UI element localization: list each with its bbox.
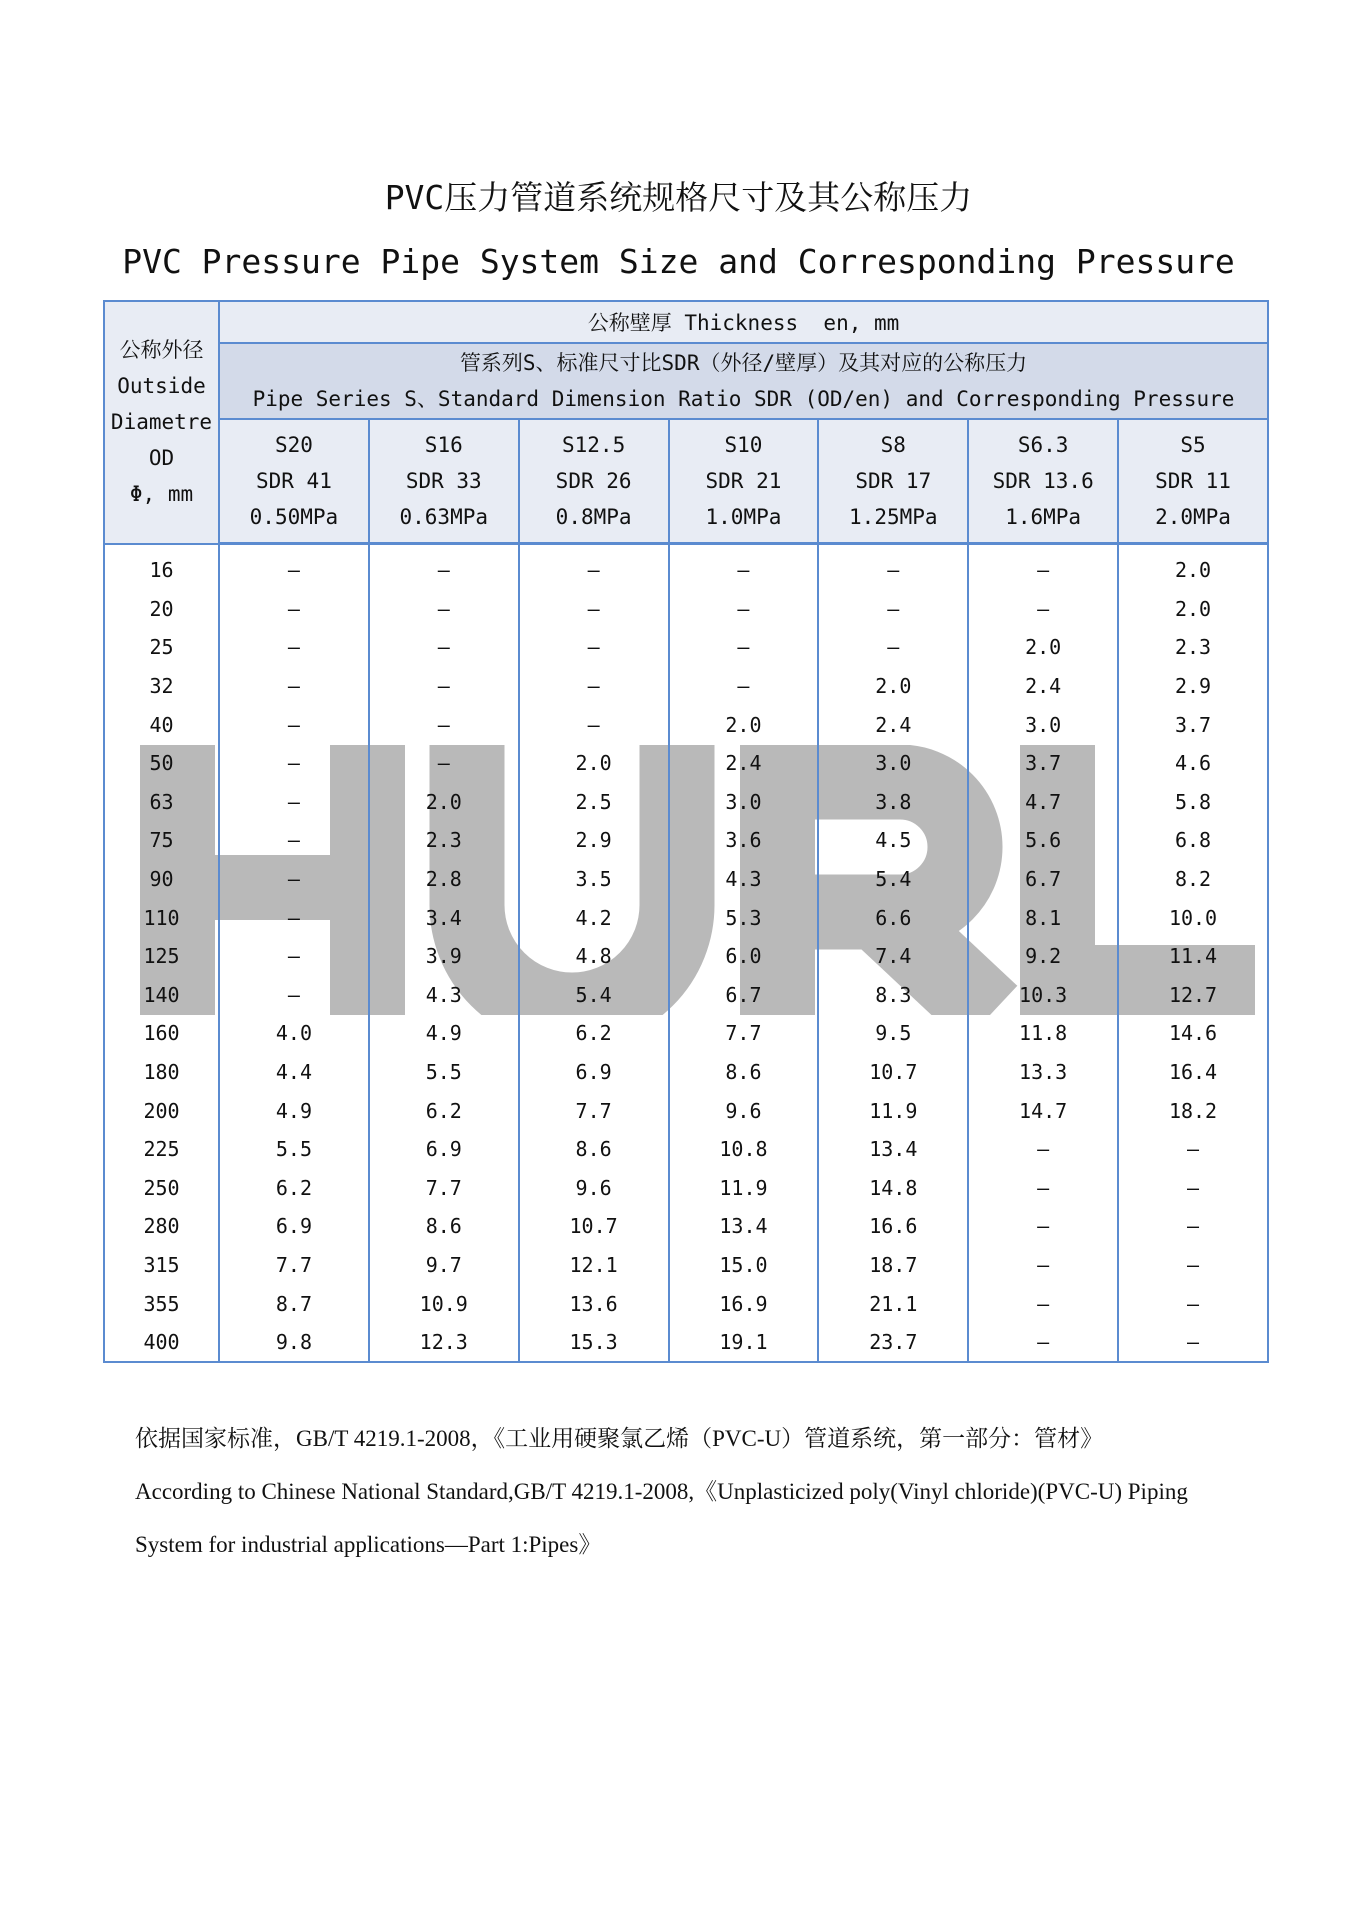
table-row	[104, 898, 1268, 937]
od-cell: 20	[104, 590, 219, 629]
series-p: 0.8MPa	[555, 505, 632, 529]
thickness-cell: —	[219, 937, 369, 976]
series-column-header	[818, 419, 968, 544]
table-row	[104, 1323, 1268, 1363]
thickness-cell: 8.6	[669, 1053, 819, 1092]
thickness-cell: —	[968, 1169, 1118, 1208]
thickness-cell: 3.0	[669, 783, 819, 822]
thickness-cell: —	[369, 590, 519, 629]
thickness-header: 公称壁厚 Thickness en, mm	[219, 301, 1268, 343]
thickness-cell: 21.1	[818, 1284, 968, 1323]
series-header-cn: 管系列S、标准尺寸比SDR（外径/壁厚）及其对应的公称压力	[459, 351, 1028, 375]
thickness-cell: 3.5	[519, 860, 669, 899]
thickness-cell: —	[968, 1284, 1118, 1323]
thickness-cell: —	[369, 544, 519, 590]
thickness-cell: —	[968, 1130, 1118, 1169]
thickness-cell: 8.6	[369, 1207, 519, 1246]
series-column-header	[519, 419, 669, 544]
thickness-cell: 5.6	[968, 821, 1118, 860]
thickness-cell: 11.8	[968, 1014, 1118, 1053]
thickness-cell: —	[968, 544, 1118, 590]
series-column-header	[1118, 419, 1268, 544]
thickness-cell: 6.2	[369, 1091, 519, 1130]
thickness-cell: 5.5	[369, 1053, 519, 1092]
od-header-line: OD	[148, 446, 175, 471]
thickness-cell: —	[519, 667, 669, 706]
thickness-cell: 9.6	[669, 1091, 819, 1130]
thickness-cell: —	[818, 544, 968, 590]
table-row	[104, 860, 1268, 899]
od-cell: 50	[104, 744, 219, 783]
thickness-cell: 7.7	[669, 1014, 819, 1053]
thickness-cell: 2.0	[1118, 590, 1268, 629]
table-row	[104, 821, 1268, 860]
thickness-cell: 3.6	[669, 821, 819, 860]
thickness-cell: —	[219, 744, 369, 783]
table-row	[104, 544, 1268, 590]
thickness-cell: —	[669, 667, 819, 706]
series-header-en: Pipe Series S、Standard Dimension Ratio SDR (OD/en) and Corresponding Pressure	[252, 387, 1235, 411]
thickness-cell: —	[219, 783, 369, 822]
thickness-cell: 4.9	[219, 1091, 369, 1130]
od-cell: 355	[104, 1284, 219, 1323]
thickness-cell: —	[519, 705, 669, 744]
thickness-cell: 4.3	[369, 976, 519, 1015]
od-cell: 200	[104, 1091, 219, 1130]
thickness-cell: 9.2	[968, 937, 1118, 976]
thickness-cell: 14.7	[968, 1091, 1118, 1130]
thickness-cell: 10.3	[968, 976, 1118, 1015]
thickness-cell: 7.4	[818, 937, 968, 976]
thickness-cell: 3.7	[968, 744, 1118, 783]
thickness-cell: 4.8	[519, 937, 669, 976]
od-cell: 125	[104, 937, 219, 976]
od-cell: 180	[104, 1053, 219, 1092]
thickness-cell: —	[369, 705, 519, 744]
thickness-cell: —	[219, 628, 369, 667]
od-header-line: Φ, mm	[129, 482, 194, 507]
thickness-cell: —	[1118, 1323, 1268, 1363]
od-header-line: Diametre	[110, 410, 213, 435]
thickness-cell: 2.0	[669, 705, 819, 744]
thickness-cell: 8.1	[968, 898, 1118, 937]
thickness-cell: 10.8	[669, 1130, 819, 1169]
thickness-cell: 6.7	[669, 976, 819, 1015]
thickness-cell: 3.9	[369, 937, 519, 976]
thickness-cell: 8.2	[1118, 860, 1268, 899]
thickness-cell: 6.2	[219, 1169, 369, 1208]
thickness-cell: 10.7	[519, 1207, 669, 1246]
thickness-cell: 2.0	[1118, 544, 1268, 590]
thickness-cell: 5.4	[519, 976, 669, 1015]
thickness-cell: 11.9	[818, 1091, 968, 1130]
thickness-cell: 9.5	[818, 1014, 968, 1053]
series-p: 1.0MPa	[705, 505, 782, 529]
series-sdr: SDR 13.6	[992, 469, 1094, 493]
thickness-cell: 14.8	[818, 1169, 968, 1208]
thickness-cell: 6.9	[219, 1207, 369, 1246]
od-header-line: Outside	[117, 374, 206, 399]
thickness-cell: 2.0	[519, 744, 669, 783]
thickness-cell: —	[1118, 1246, 1268, 1285]
thickness-cell: 9.6	[519, 1169, 669, 1208]
thickness-cell: 3.4	[369, 898, 519, 937]
thickness-cell: 16.6	[818, 1207, 968, 1246]
thickness-cell: 3.8	[818, 783, 968, 822]
series-s: S5	[1180, 433, 1206, 457]
series-s: S8	[880, 433, 906, 457]
thickness-cell: 2.9	[519, 821, 669, 860]
thickness-cell: 6.9	[519, 1053, 669, 1092]
thickness-cell: 9.7	[369, 1246, 519, 1285]
thickness-cell: —	[968, 1246, 1118, 1285]
thickness-cell: 13.4	[818, 1130, 968, 1169]
thickness-cell: 7.7	[219, 1246, 369, 1285]
series-p: 1.25MPa	[849, 505, 938, 529]
thickness-cell: 2.0	[968, 628, 1118, 667]
thickness-cell: 4.4	[219, 1053, 369, 1092]
series-sdr: SDR 26	[555, 469, 632, 493]
table-row	[104, 1169, 1268, 1208]
od-cell: 140	[104, 976, 219, 1015]
thickness-cell: —	[818, 590, 968, 629]
title-cn: PVC压力管道系统规格尺寸及其公称压力	[384, 178, 973, 217]
thickness-cell: 2.5	[519, 783, 669, 822]
od-cell: 250	[104, 1169, 219, 1208]
thickness-cell: 4.5	[818, 821, 968, 860]
series-sdr: SDR 41	[255, 469, 332, 493]
thickness-cell: 18.7	[818, 1246, 968, 1285]
series-sdr: SDR 17	[855, 469, 932, 493]
thickness-cell: 3.7	[1118, 705, 1268, 744]
thickness-cell: 11.9	[669, 1169, 819, 1208]
note-cn: 依据国家标准，GB/T 4219.1-2008，《工业用硬聚氯乙烯（PVC-U）管道系统，第一部分：管材》	[135, 1426, 1104, 1451]
thickness-cell: 8.3	[818, 976, 968, 1015]
thickness-cell: —	[219, 898, 369, 937]
thickness-cell: 15.3	[519, 1323, 669, 1363]
thickness-cell: 3.0	[818, 744, 968, 783]
od-header-line: 公称外径	[119, 338, 204, 363]
series-p: 0.50MPa	[249, 505, 339, 529]
thickness-cell: 16.4	[1118, 1053, 1268, 1092]
thickness-cell: 11.4	[1118, 937, 1268, 976]
thickness-cell: 6.2	[519, 1014, 669, 1053]
od-cell: 40	[104, 705, 219, 744]
thickness-cell: 5.3	[669, 898, 819, 937]
series-s: S16	[424, 433, 463, 457]
series-sdr: SDR 33	[405, 469, 482, 493]
thickness-cell: 8.7	[219, 1284, 369, 1323]
series-s: S6.3	[1017, 433, 1069, 457]
od-cell: 315	[104, 1246, 219, 1285]
thickness-cell: —	[968, 590, 1118, 629]
thickness-cell: 13.3	[968, 1053, 1118, 1092]
pipe-size-table	[103, 300, 1269, 1363]
thickness-cell: 4.3	[669, 860, 819, 899]
od-cell: 280	[104, 1207, 219, 1246]
thickness-cell: 12.1	[519, 1246, 669, 1285]
od-cell: 25	[104, 628, 219, 667]
thickness-cell: 13.6	[519, 1284, 669, 1323]
thickness-cell: —	[369, 744, 519, 783]
thickness-cell: 12.3	[369, 1323, 519, 1363]
table-row	[104, 744, 1268, 783]
thickness-cell: 4.7	[968, 783, 1118, 822]
thickness-cell: 10.9	[369, 1284, 519, 1323]
od-cell: 16	[104, 544, 219, 590]
thickness-cell: 6.9	[369, 1130, 519, 1169]
title-en: PVC Pressure Pipe System Size and Corresponding Pressure	[122, 242, 1235, 281]
table-row	[104, 783, 1268, 822]
thickness-cell: 4.9	[369, 1014, 519, 1053]
thickness-cell: 6.6	[818, 898, 968, 937]
thickness-cell: 15.0	[669, 1246, 819, 1285]
thickness-cell: 4.2	[519, 898, 669, 937]
thickness-cell: —	[1118, 1207, 1268, 1246]
thickness-cell: 5.8	[1118, 783, 1268, 822]
series-p: 0.63MPa	[399, 505, 489, 529]
thickness-cell: —	[818, 628, 968, 667]
series-sdr: SDR 21	[705, 469, 782, 493]
thickness-cell: —	[669, 544, 819, 590]
series-column-header	[219, 419, 369, 544]
table-row	[104, 667, 1268, 706]
table-row	[104, 590, 1268, 629]
thickness-cell: —	[519, 544, 669, 590]
thickness-cell: 13.4	[669, 1207, 819, 1246]
thickness-cell: 6.7	[968, 860, 1118, 899]
thickness-cell: 18.2	[1118, 1091, 1268, 1130]
thickness-cell: —	[369, 667, 519, 706]
table-row	[104, 1091, 1268, 1130]
thickness-cell: 5.4	[818, 860, 968, 899]
table-row	[104, 705, 1268, 744]
thickness-cell: —	[519, 628, 669, 667]
thickness-cell: 2.4	[968, 667, 1118, 706]
thickness-cell: —	[219, 821, 369, 860]
table-row	[104, 976, 1268, 1015]
thickness-cell: 10.7	[818, 1053, 968, 1092]
thickness-cell: 6.0	[669, 937, 819, 976]
thickness-cell: 2.8	[369, 860, 519, 899]
thickness-cell: 2.3	[1118, 628, 1268, 667]
thickness-cell: 2.4	[818, 705, 968, 744]
note-en-line2: System for industrial applications—Part 1:Pipes》	[135, 1532, 602, 1557]
table-row	[104, 937, 1268, 976]
thickness-cell: 8.6	[519, 1130, 669, 1169]
thickness-cell: 19.1	[669, 1323, 819, 1363]
series-header	[219, 343, 1268, 419]
table-row	[104, 628, 1268, 667]
thickness-cell: —	[968, 1323, 1118, 1363]
thickness-cell: —	[669, 590, 819, 629]
thickness-cell: 9.8	[219, 1323, 369, 1363]
od-cell: 110	[104, 898, 219, 937]
thickness-cell: 2.0	[818, 667, 968, 706]
thickness-cell: —	[219, 705, 369, 744]
series-s: S12.5	[562, 433, 626, 457]
table-row	[104, 1053, 1268, 1092]
od-cell: 32	[104, 667, 219, 706]
thickness-cell: 5.5	[219, 1130, 369, 1169]
thickness-cell: —	[1118, 1284, 1268, 1323]
series-s: S10	[724, 433, 763, 457]
od-cell: 400	[104, 1323, 219, 1363]
thickness-cell: —	[1118, 1169, 1268, 1208]
thickness-cell: —	[219, 544, 369, 590]
thickness-cell: 2.0	[369, 783, 519, 822]
od-cell: 160	[104, 1014, 219, 1053]
thickness-cell: 23.7	[818, 1323, 968, 1363]
od-cell: 225	[104, 1130, 219, 1169]
thickness-cell: 4.6	[1118, 744, 1268, 783]
thickness-cell: —	[968, 1207, 1118, 1246]
thickness-cell: 7.7	[519, 1091, 669, 1130]
thickness-cell: 2.3	[369, 821, 519, 860]
thickness-cell: 2.4	[669, 744, 819, 783]
thickness-cell: —	[219, 590, 369, 629]
series-s: S20	[274, 433, 313, 457]
note-en-line1: According to Chinese National Standard,GB/T 4219.1-2008,《Unplasticized poly(Vinyl chloride)(PVC-U) Piping	[135, 1479, 1188, 1504]
thickness-cell: —	[369, 628, 519, 667]
thickness-cell: 3.0	[968, 705, 1118, 744]
thickness-cell: 10.0	[1118, 898, 1268, 937]
table-row	[104, 1130, 1268, 1169]
series-column-header	[968, 419, 1118, 544]
thickness-cell: 16.9	[669, 1284, 819, 1323]
od-cell: 90	[104, 860, 219, 899]
thickness-cell: 4.0	[219, 1014, 369, 1053]
table-row	[104, 1284, 1268, 1323]
series-p: 1.6MPa	[1005, 505, 1082, 529]
thickness-cell: 2.9	[1118, 667, 1268, 706]
series-column-header	[669, 419, 819, 544]
thickness-cell: 12.7	[1118, 976, 1268, 1015]
series-p: 2.0MPa	[1155, 505, 1231, 529]
thickness-cell: —	[219, 860, 369, 899]
table-row	[104, 1014, 1268, 1053]
od-cell: 63	[104, 783, 219, 822]
thickness-cell: —	[669, 628, 819, 667]
thickness-cell: 14.6	[1118, 1014, 1268, 1053]
thickness-cell: —	[1118, 1130, 1268, 1169]
table-row	[104, 1246, 1268, 1285]
thickness-cell: —	[219, 667, 369, 706]
table-row	[104, 1207, 1268, 1246]
od-header	[104, 301, 219, 544]
series-column-header	[369, 419, 519, 544]
thickness-cell: —	[219, 976, 369, 1015]
thickness-cell: 6.8	[1118, 821, 1268, 860]
od-cell: 75	[104, 821, 219, 860]
thickness-cell: —	[519, 590, 669, 629]
thickness-cell: 7.7	[369, 1169, 519, 1208]
series-sdr: SDR 11	[1155, 469, 1231, 493]
